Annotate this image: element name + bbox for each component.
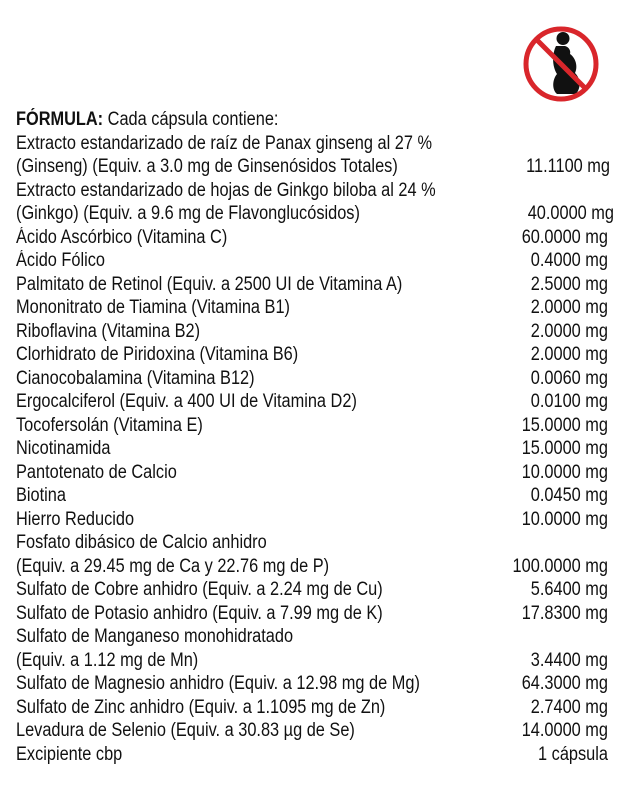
ingredient-name [16,273,498,297]
ingredient-row [16,414,608,438]
ingredient-name-line: (Ginkgo) (Equiv. a 9.6 mg de Flavonglucósidos) [16,203,360,224]
ingredient-name [16,296,498,320]
ingredient-name-line: Sulfato de Potasio anhidro (Equiv. a 7.99 mg de K) [16,602,383,624]
ingredient-name [16,531,497,578]
ingredient-name [16,672,498,696]
ingredient-row [16,249,608,273]
ingredient-name-line: Extracto estandarizado de raíz de Panax ginseng al 27 % [16,132,433,154]
ingredient-name [16,743,498,767]
ingredient-amount: 2.0000 mg [530,320,608,342]
ingredient-name [16,226,498,250]
ingredient-name-line: Palmitato de Retinol (Equiv. a 2500 UI de Vitamina A) [16,273,403,295]
ingredient-amount: 0.0100 mg [530,391,608,412]
no-pregnancy-icon [521,24,601,104]
ingredient-row [16,743,608,767]
ingredient-row [16,132,608,179]
ingredient-name-line: Sulfato de Cobre anhidro (Equiv. a 2.24 mg de Cu) [16,579,383,600]
ingredient-name [16,578,498,602]
ingredient-name-line: (Ginseng) (Equiv. a 3.0 mg de Ginsenósidos Totales) [16,156,398,177]
formula-intro: Cada cápsula contiene: [103,109,279,130]
ingredient-row [16,672,608,696]
ingredient-name-line: Sulfato de Zinc anhidro (Equiv. a 1.1095 mg de Zn) [16,696,386,718]
ingredient-name [16,343,498,367]
ingredient-name-line: Hierro Reducido [16,508,135,530]
ingredient-amount: 10.0000 mg [521,508,608,530]
ingredient-name-line: Fosfato dibásico de Calcio anhidro [16,532,267,553]
ingredient-name-line: (Equiv. a 1.12 mg de Mn) [16,649,199,671]
ingredient-name [16,249,498,273]
ingredient-row [16,273,608,297]
ingredient-amount: 10.0000 mg [521,461,608,483]
ingredient-name-line: Excipiente cbp [16,743,123,765]
ingredient-row [16,508,608,532]
ingredient-amount: 100.0000 mg [512,555,608,577]
ingredient-row [16,437,608,461]
ingredient-name-line: Riboflavina (Vitamina B2) [16,320,201,342]
ingredient-list [16,132,614,767]
ingredient-name-line: Cianocobalamina (Vitamina B12) [16,367,255,389]
ingredient-name [16,320,498,344]
ingredient-row [16,531,608,578]
ingredient-name-line: Sulfato de Magnesio anhidro (Equiv. a 12.98 mg de Mg) [16,673,420,694]
ingredient-name [16,719,498,743]
ingredient-row [16,696,608,720]
ingredient-name-line: Extracto estandarizado de hojas de Ginkgo biloba al 24 % [16,179,436,201]
ingredient-amount: 3.4400 mg [530,649,608,671]
ingredient-row [16,461,608,485]
ingredient-amount: 11.1100 mg [525,156,610,177]
ingredient-row [16,343,608,367]
ingredient-name-line: Clorhidrato de Piridoxina (Vitamina B6) [16,344,299,365]
ingredient-name [16,367,498,391]
ingredient-name-line: Tocofersolán (Vitamina E) [16,414,203,436]
ingredient-amount: 0.4000 mg [530,250,608,271]
ingredient-amount: 2.0000 mg [530,344,608,365]
ingredient-name [16,696,498,720]
ingredient-name [16,437,498,461]
ingredient-row [16,484,608,508]
ingredient-amount: 5.6400 mg [530,579,608,600]
ingredient-row [16,578,608,602]
ingredient-row [16,367,608,391]
ingredient-amount: 40.0000 mg [527,203,614,224]
ingredient-name-line: Ácido Fólico [16,250,106,271]
ingredient-name-line: Pantotenato de Calcio [16,461,177,483]
formula-label: FÓRMULA: [16,109,104,130]
ingredient-amount: 2.5000 mg [530,273,608,295]
ingredient-name-line: Ergocalciferol (Equiv. a 400 UI de Vitamina D2) [16,391,357,412]
ingredient-amount: 15.0000 mg [521,438,608,459]
ingredient-name [16,508,498,532]
ingredient-name-line: Nicotinamida [16,438,111,459]
formula-header [16,108,525,132]
ingredient-amount: 64.3000 mg [521,673,608,694]
ingredient-row [16,602,608,626]
ingredient-name-line: Mononitrato de Tiamina (Vitamina B1) [16,297,290,318]
ingredient-amount: 2.0000 mg [530,297,608,318]
ingredient-row [16,226,608,250]
ingredient-name-line: Levadura de Selenio (Equiv. a 30.83 µg de Se) [16,720,355,741]
ingredient-amount: 2.7400 mg [530,696,608,718]
ingredient-name [16,179,504,226]
ingredient-amount: 15.0000 mg [521,414,608,436]
ingredient-amount: 60.0000 mg [521,226,608,248]
ingredient-row [16,296,608,320]
ingredient-name-line: Ácido Ascórbico (Vitamina C) [16,226,228,248]
ingredient-amount: 1 cápsula [538,743,608,765]
ingredient-row [16,625,608,672]
ingredient-name-line: Sulfato de Manganeso monohidratado [16,626,294,647]
ingredient-name [16,390,498,414]
ingredient-name-line: (Equiv. a 29.45 mg de Ca y 22.76 mg de P) [16,555,330,577]
ingredient-amount: 14.0000 mg [521,720,608,741]
ingredient-amount: 0.0450 mg [530,485,608,506]
ingredient-amount: 17.8300 mg [521,602,608,624]
ingredient-name [16,414,498,438]
ingredient-name [16,602,498,626]
ingredient-row [16,390,608,414]
ingredient-name [16,625,498,672]
ingredient-name [16,132,500,179]
ingredient-name [16,461,498,485]
ingredient-row [16,320,608,344]
ingredient-row [16,719,608,743]
ingredient-row [16,179,614,226]
formula-section [16,108,614,766]
ingredient-name-line: Biotina [16,485,66,506]
ingredient-name [16,484,498,508]
ingredient-amount: 0.0060 mg [530,367,608,389]
